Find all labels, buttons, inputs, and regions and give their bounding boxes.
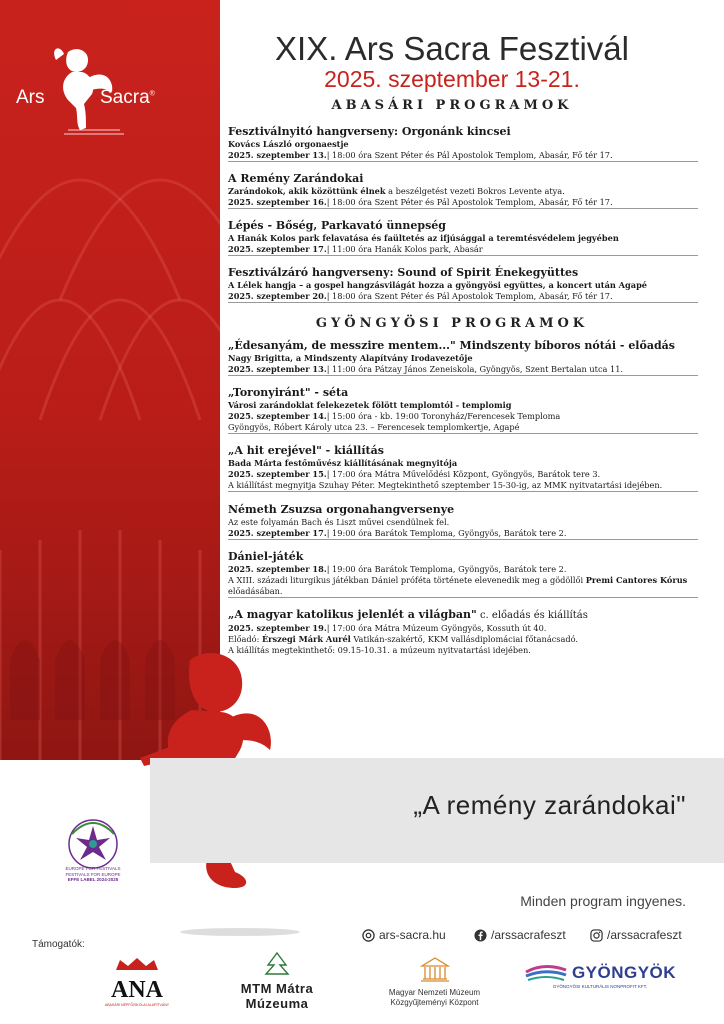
program-item [228, 549, 698, 598]
program-date-line: 2025. szeptember 18.| 19:00 óra Barátok Temploma, Gyöngyös, Barátok tere 2. [228, 564, 567, 574]
program-subtitle: Bada Márta festőművész kiállításának megnyitója [228, 458, 458, 468]
program-title: Fesztiválnyitó hangverseny: Orgonánk kincsei [228, 125, 511, 138]
festival-title: XIX. Ars Sacra Fesztivál [275, 30, 629, 67]
program-speaker: Előadó: Érszegi Márk Aurél Vatikán-szakértő, KKM vallásdiplomáciai főtanácsadó. [228, 634, 579, 644]
program-title: „Édesanyám, de messzire mentem..." Mindszenty bíboros nótái - előadás [228, 339, 675, 352]
program-item [228, 607, 698, 656]
program-item [228, 124, 698, 162]
program-title: „A magyar katolikus jelenlét a világban" c. előadás és kiállítás [228, 608, 588, 621]
program-item [228, 502, 698, 540]
program-title: Németh Zsuzsa orgonahangversenye [228, 503, 455, 516]
social-links [362, 928, 692, 946]
facebook-link[interactable]: /arssacrafeszt [474, 928, 566, 942]
museum-building-icon [418, 955, 452, 983]
effe-badge-text: EUROPE FOR FESTIVALS FESTIVALS FOR EUROPE EFFE LABEL 2024-2025 [65, 866, 121, 882]
program-date-line: 2025. szeptember 17.| 11:00 óra Hanák Kolos park, Abasár [228, 244, 698, 256]
logo-word-ars: Ars [16, 87, 45, 108]
program-subtitle: A Hanák Kolos park felavatása és faültetés az ifjúsággal a teremtésvédelem jegyében [228, 233, 619, 243]
program-subtitle: Nagy Brigitta, a Mindszenty Alapítvány Irodavezetője [228, 353, 473, 363]
program-subtitle: Zarándokok, akik közöttünk élnek a beszélgetést vezeti Bokros Levente atya. [228, 186, 565, 196]
sponsor-mnm-logo: Magyar Nemzeti Múzeum Közgyűjteményi Központ [372, 955, 497, 1008]
program-subtitle: A Lélek hangja – a gospel hangzásvilágát hozza a gyöngyösi együttes, a koncert után Agapé [228, 280, 648, 290]
program-date-line: 2025. szeptember 17.| 19:00 óra Barátok Temploma, Gyöngyös, Barátok tere 2. [228, 528, 698, 540]
instagram-icon [590, 929, 603, 942]
program-date-line: 2025. szeptember 13.| 18:00 óra Szent Péter és Pál Apostolok Templom, Abasár, Fő tér 17. [228, 150, 698, 162]
crown-icon [112, 956, 162, 972]
sponsor-mtm-logo: MTM Mátra Múzeuma [212, 952, 342, 1011]
website-link[interactable]: ars-sacra.hu [362, 928, 446, 942]
festival-dates: 2025. szeptember 13-21. [324, 66, 580, 92]
program-item [228, 443, 698, 492]
program-item [228, 385, 698, 434]
program-date-line: 2025. szeptember 15.| 17:00 óra Mátra Művelődési Központ, Gyöngyös, Barátok tere 3. [228, 469, 601, 479]
program-extra-continued: előadásában. [228, 586, 698, 598]
cherub-shadow [180, 928, 300, 936]
program-date-line: 2025. szeptember 14.| 15:00 óra - kb. 19:00 Toronyház/Ferencesek Temploma [228, 411, 561, 421]
program-date-line: 2025. szeptember 16.| 18:00 óra Szent Péter és Pál Apostolok Templom, Abasár, Fő tér 17. [228, 197, 698, 209]
swoosh-icon [524, 962, 568, 984]
program-item [228, 338, 698, 376]
program-item [228, 265, 698, 303]
logo-word-sacra: Sacra® [100, 87, 155, 108]
program-subtitle: Városi zarándoklat felekezetek fölött templomtól - templomig [228, 400, 512, 410]
program-date-line: 2025. szeptember 20.| 18:00 óra Szent Péter és Pál Apostolok Templom, Abasár, Fő tér 17. [228, 291, 698, 303]
tree-icon [264, 952, 290, 976]
program-title: Lépés - Bőség, Parkavató ünnepség [228, 219, 446, 232]
program-subtitle: Kovács László orgonaestje [228, 139, 349, 149]
program-title: Fesztiválzáró hangverseny: Sound of Spirit Énekegyüttes [228, 266, 579, 279]
program-item [228, 218, 698, 256]
sponsors-label: Támogatók: [32, 939, 85, 950]
program-extra: Gyöngyös, Róbert Károly utca 23. – Ferencesek templomkertje, Agapé [228, 422, 698, 434]
program-title: „Toronyiránt" - séta [228, 386, 349, 399]
facebook-icon [474, 929, 487, 942]
sponsor-ana-logo: ANA ABASÁRI NÉPFŐISKOLAI ALAPÍTVÁNY [92, 956, 182, 1007]
program-item [228, 171, 698, 209]
sponsor-gyongyok-logo: GYÖNGYÖK GYÖNGYÖSI KULTURÁLIS NONPROFIT KFT. [520, 962, 680, 989]
program-date-line: 2025. szeptember 19.| 17:00 óra Mátra Múzeum Gyöngyös, Kossuth út 40. [228, 623, 547, 633]
instagram-link[interactable]: /arssacrafeszt [590, 928, 682, 942]
at-icon [362, 929, 375, 942]
program-subtitle: Az este folyamán Bach és Liszt művei csendülnek fel. [228, 517, 450, 527]
program-title: „A hit erejével" - kiállítás [228, 444, 384, 457]
section-heading-abasar: ABASÁRI PROGRAMOK [331, 98, 573, 113]
program-title: A Remény Zarándokai [228, 172, 364, 185]
program-extra: A kiállítás megtekinthető: 09.15-10.31. a múzeum nyitvatartási idejében. [228, 645, 531, 655]
program-extra: A kiállítást megnyitja Szuhay Péter. Megtekinthető szeptember 15-30-ig, az MMK nyitvatartási idejében. [228, 480, 698, 492]
section-heading-gyongyos: GYÖNGYÖSI PROGRAMOK [315, 316, 589, 331]
program-extra: A XIII. századi liturgikus játékban Dániel próféta története elevenedik meg a gödöllői Premi Cantores Kórus [228, 575, 688, 585]
free-programs-note: Minden program ingyenes. [520, 893, 686, 909]
program-date-line: 2025. szeptember 13.| 11:00 óra Pátzay János Zeneiskola, Gyöngyös, Szent Bertalan utca 11. [228, 364, 698, 376]
motto-text: „A remény zarándokai" [413, 790, 686, 820]
program-title: Dániel-játék [228, 550, 304, 563]
